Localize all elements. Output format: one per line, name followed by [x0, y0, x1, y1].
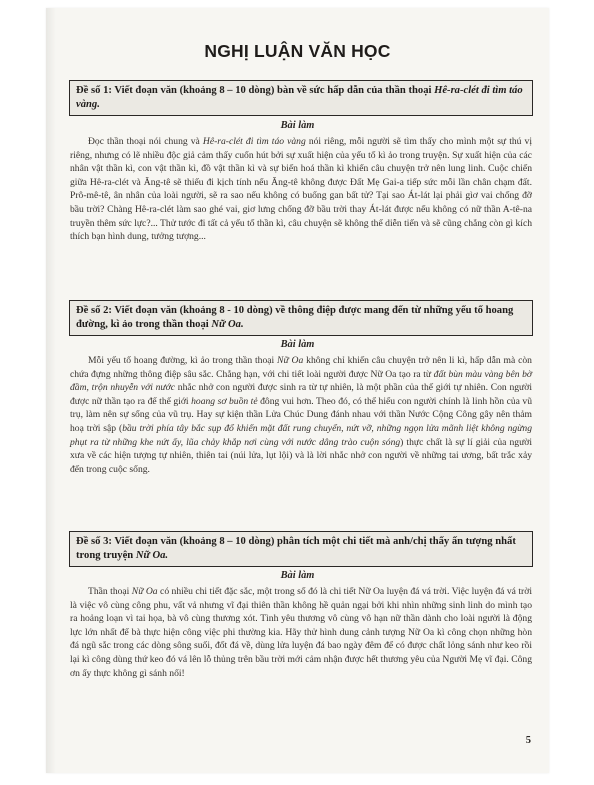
italic-text-run: Nữ Oa	[131, 586, 158, 597]
italic-text-run: đất bùn màu vàng bên bờ đầm, trộn nhuyễn với nước	[70, 368, 532, 394]
italic-text-run: Hê-ra-clét đi tìm táo vàng	[202, 136, 306, 147]
exercise-3-answer-body	[70, 585, 532, 680]
exercise-3-prompt-lead: Đề số 3: Viết đoạn văn (khoảng 8 – 10 dòng) phân tích một chi tiết mà anh/chị thấy ấn tượng nhất trong truyện	[76, 536, 516, 561]
italic-text-run: hoang sơ buồn tẻ	[191, 395, 258, 407]
page-title: NGHỊ LUẬN VĂN HỌC	[204, 41, 391, 61]
exercise-2-prompt-lead: Đề số 2: Viết đoạn văn (khoảng 8 - 10 dòng) về thông điệp được mang đến từ những yếu tố hoang đường, kì ảo trong thần thoại	[76, 305, 514, 330]
text-run: ) thực chất là sự lí giải của người xưa về các hiện tượng tự nhiên, thiên tai (núi lửa, lụt lội) và là lời nhắc nhở con người về những tai ương, bất trắc xảy đến trong cuộc sống.	[70, 436, 533, 475]
exercise-3-prompt-title: Nữ Oa.	[135, 550, 169, 561]
exercise-2-answer-body	[70, 354, 532, 476]
italic-text-run: Nữ Oa	[277, 355, 304, 366]
exercise-1-prompt-title: Hê-ra-clét đi tìm táo vàng.	[76, 85, 523, 110]
exercise-2-prompt	[69, 300, 533, 336]
exercise-3-prompt	[69, 531, 533, 567]
book-page	[46, 8, 549, 773]
exercise-1-answer-body	[70, 135, 532, 244]
text-run: Mỗi yếu tố hoang đường, kì ảo trong thần thoại	[88, 355, 278, 366]
text-run: có nhiều chi tiết đặc sắc, một trong số đó là chi tiết Nữ Oa luyện đá vá trời. Việc luyện đá vá trời là việc vô cùng công phu, vất vả nhưng vĩ đại thiên thần không hề quản ngại bởi khi nhìn những sinh linh do mình tạo ra hoảng loạn vì tai họa, bà vô cùng thương xót. Tình yêu thương vô cùng vô hạn nữ thần dành cho loài người là động lực lớn nhất để bà thực hiện công việc phi thường kia. Hãy thử hình dung cảnh tượng Nữ Oa kì công chọn những hòn đá ngũ sắc trong các dòng sông suối, đốt đá về, dùng lửa luyện đá bao ngày đêm để có được chất lỏng sánh như keo rồi lại kì công dùng thứ keo đó vá lên lỗ thủng trên bầu trời mới cảm nhận được hết thương yêu của Người Mẹ vĩ đại. Công ơn ấy thực không gì sánh nổi!	[70, 586, 532, 679]
text-run: Thần thoại	[88, 586, 132, 597]
exercise-2-prompt-title: Nữ Oa.	[211, 319, 244, 330]
page-number: 5	[525, 735, 531, 746]
text-run: Đọc thần thoại nói chung và	[88, 136, 203, 147]
text-run: không chỉ khiến câu chuyện trở nên li kì, hấp dẫn mà còn chứa đựng những thông điệp sâu sắc. Chẳng hạn, với chi tiết loài người được Nữ Oa tạo ra từ	[70, 355, 532, 380]
exercise-2-answer-heading: Bài làm	[280, 339, 315, 350]
exercise-1-prompt	[69, 80, 533, 116]
exercise-1-prompt-lead: Đề số 1: Viết đoạn văn (khoảng 8 – 10 dòng) bàn về sức hấp dẫn của thần thoại	[76, 85, 435, 96]
italic-text-run: bầu trời phía tây bắc sụp đổ khiến mặt đất rung chuyển, nứt vỡ, những ngọn lửa mãnh liệt không ngừng phụt ra từ những khe nứt ấy, lũa chảy khắp nơi cùng với nước dâng trào cuộn sóng	[70, 422, 532, 448]
text-run: đông vui hơn. Theo đó, có thể hiểu con người chính là linh hồn của vũ trụ, làm nên sự sống của vũ trụ. Hay sự kiện thần Lửa Chúc Dung đánh nhau với thần Nước Cộng Công gây nên thảm hoạ trời sập (	[70, 395, 532, 434]
exercise-3-answer-heading: Bài làm	[280, 570, 315, 581]
exercise-1-answer-heading: Bài làm	[280, 120, 315, 131]
text-run: nói riêng, mỗi người sẽ tìm thấy cho mình một sự thú vị riêng, nhưng có lẽ nhiều độc giả cảm thấy cuốn hút bởi sự xuất hiện của yếu tố kì ảo trong truyện. Sự xuất hiện của các nhân vật thần kì, con vật thần kì, đồ vật thần kì và sự biến hoá thần kì khiến câu chuyện trở nên lung linh. Cuộc chiến giữa Hê-ra-clét và Ăng-tê sẽ thiếu đi kịch tính nếu Ăng-tê không được Đất Mẹ Gai-a tiếp sức mỗi lần chân chạm đất. Prô-mê-tê, ân nhân của loài người, sẽ ra sao nếu không có buổng gan bất tử? Tại sao Át-lát lại phải gìơ vai chống đỡ bầu trời? Chàng Hê-ra-clét làm sao ghé vai, giơ lưng chống đỡ bầu trời thay Át-lát được nếu không có nữ thần A-tê-na truyền thêm sức lực?... Thử tước đi tất cả yếu tố thần kì, câu chuyện sẽ không thể diễn tiến và sẽ cũng chẳng còn gì kích thích bạn hình dung, tưởng tượng...	[70, 136, 532, 243]
text-run: nhắc nhở con người được sinh ra từ tự nhiên, là một phần của thế giới tự nhiên. Con người được nữ thần tạo ra để thế giới	[70, 382, 532, 407]
